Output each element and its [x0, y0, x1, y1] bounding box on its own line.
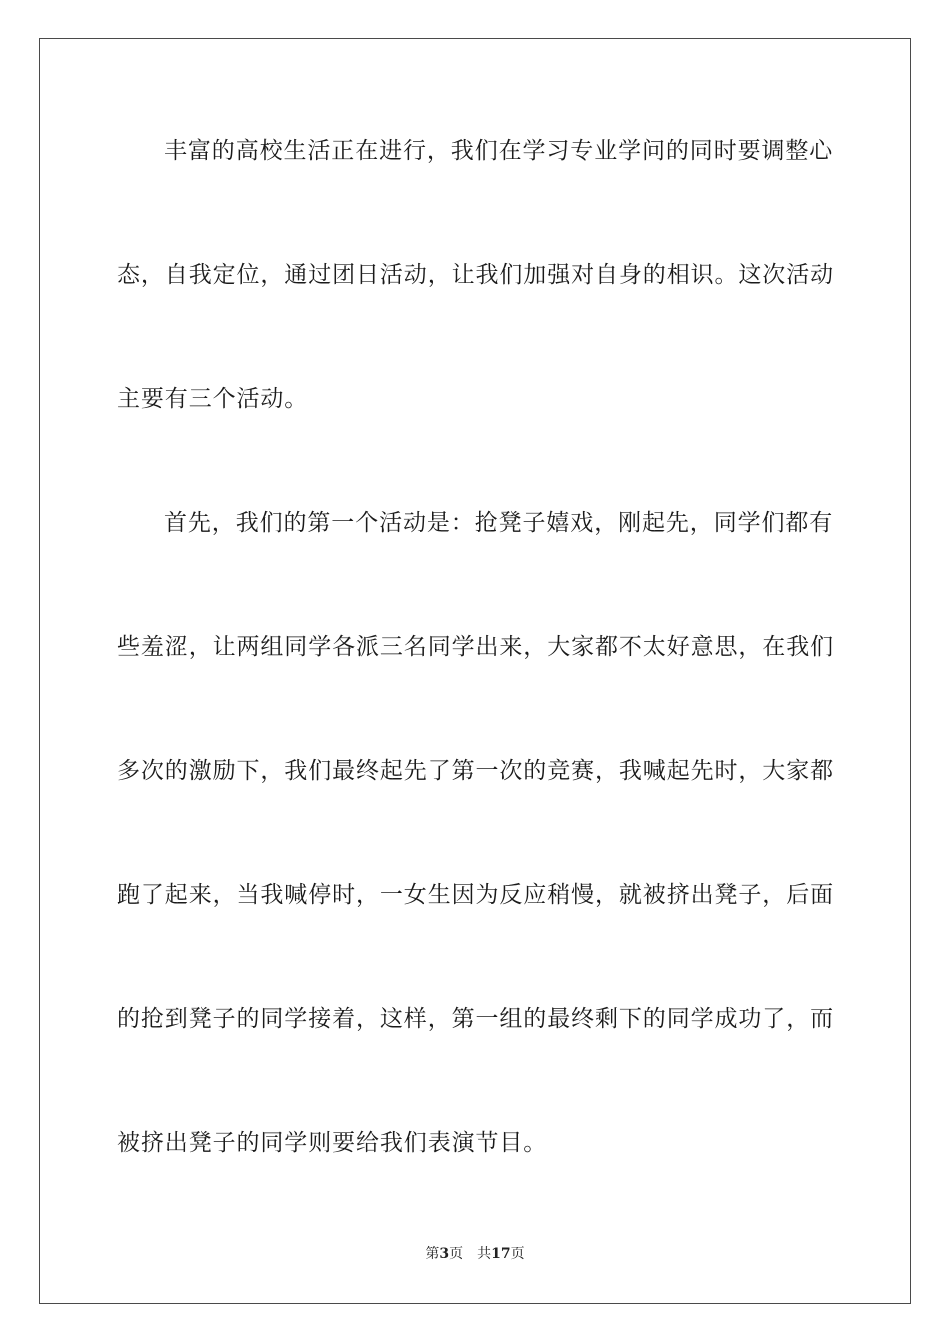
page-unit: 页	[449, 1246, 464, 1262]
page-footer	[0, 1245, 950, 1263]
paragraph-1-line-1: 丰富的高校生活正在进行，我们在学习专业学问的同时要调整心	[164, 138, 834, 164]
page-current: 3	[439, 1246, 450, 1262]
total-count: 17	[491, 1246, 511, 1262]
paragraph-1-line-3: 主要有三个活动。	[117, 386, 309, 412]
paragraph-1-line-2: 态，自我定位，通过团日活动，让我们加强对自身的相识。这次活动	[117, 262, 834, 288]
paragraph-2-line-6: 被挤出凳子的同学则要给我们表演节目。	[117, 1130, 548, 1156]
page-border	[39, 38, 911, 1304]
paragraph-2-line-2: 些羞涩，让两组同学各派三名同学出来，大家都不太好意思，在我们	[117, 634, 834, 660]
paragraph-2-line-5: 的抢到凳子的同学接着，这样，第一组的最终剩下的同学成功了，而	[117, 1006, 834, 1032]
page-number	[425, 1246, 463, 1262]
page-total	[477, 1246, 524, 1262]
paragraph-2-line-4: 跑了起来，当我喊停时，一女生因为反应稍慢，就被挤出凳子，后面	[117, 882, 834, 908]
total-prefix: 共	[477, 1246, 492, 1262]
total-unit: 页	[510, 1246, 525, 1262]
paragraph-2-line-3: 多次的激励下，我们最终起先了第一次的竞赛，我喊起先时，大家都	[117, 758, 834, 784]
paragraph-2-line-1: 首先，我们的第一个活动是：抢凳子嬉戏，刚起先，同学们都有	[164, 510, 834, 536]
page-prefix: 第	[425, 1246, 440, 1262]
